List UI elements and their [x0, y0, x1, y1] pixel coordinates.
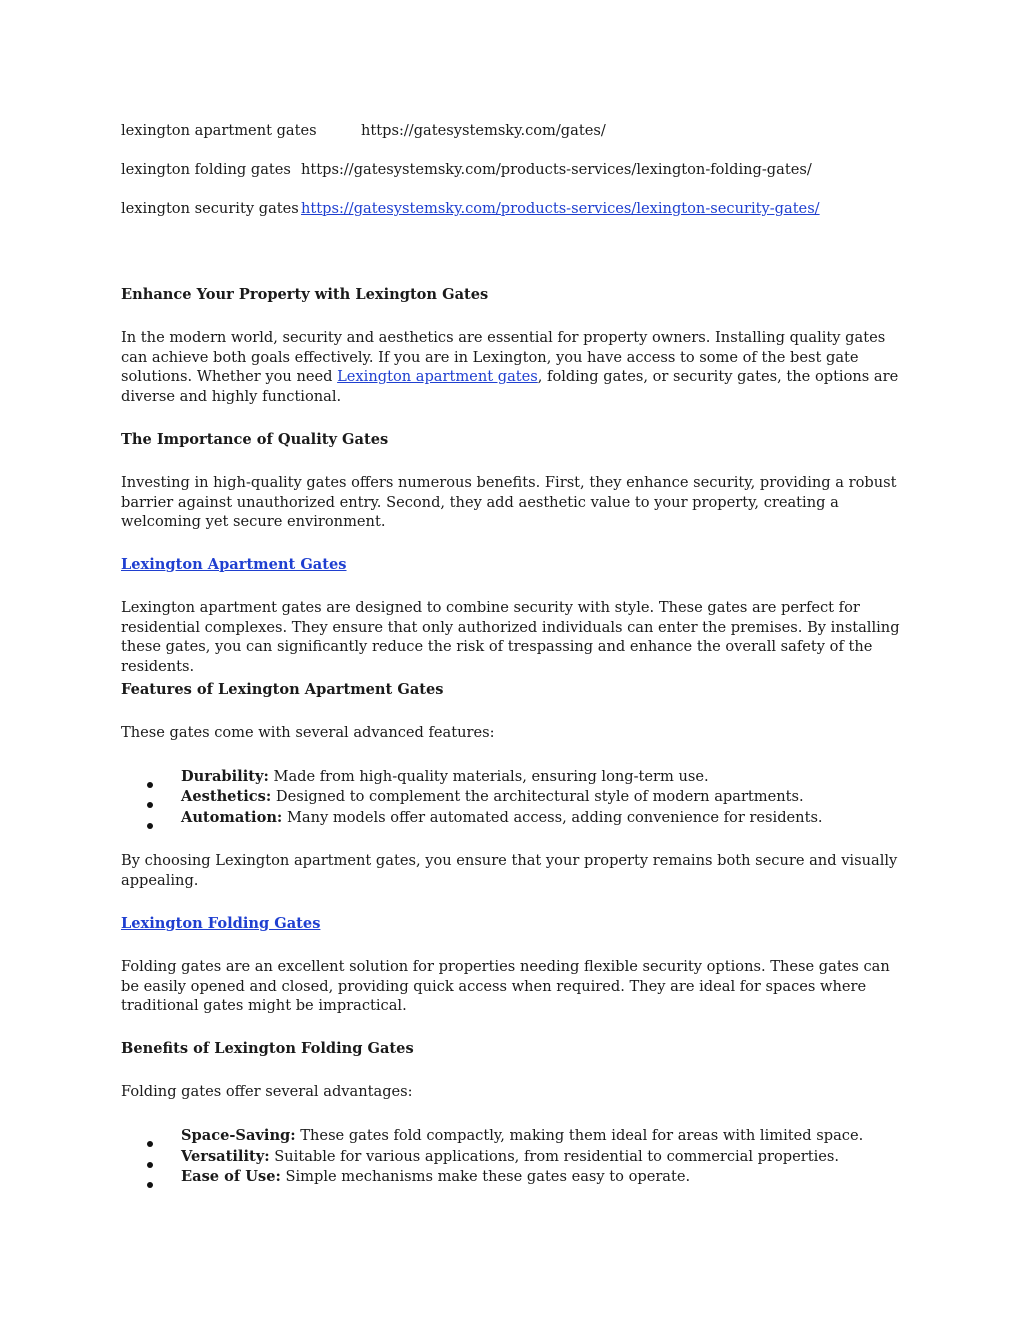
- apartment-paragraph: Lexington apartment gates are designed to combine security with style. These gates are perfect for residential complexes. They ensure that only authorized individuals can enter the premises. By installing these gates, you can significantly reduce the risk of trespassing and enhance the overall safety of the residents.: [121, 599, 900, 676]
- main-heading: Enhance Your Property with Lexington Gates: [121, 286, 489, 303]
- links-url-2: https://gatesystemsky.com/products-services/lexington-folding-gates/: [301, 161, 812, 178]
- importance-paragraph: Investing in high-quality gates offers numerous benefits. First, they enhance security, providing a robust barrier against unauthorized entry. Second, they add aesthetic value to your property, creating a welcoming yet secure environment.: [121, 474, 897, 531]
- links-label-2: lexington folding gates: [121, 161, 291, 178]
- features-intro: These gates come with several advanced features:: [121, 724, 495, 741]
- benefit-term: Versatility:: [181, 1148, 270, 1165]
- intro-text-after: , folding gates, or security gates, the options are diverse and highly functional.: [121, 368, 899, 406]
- benefit-item: [181, 1167, 690, 1187]
- links-label-1: lexington apartment gates: [121, 122, 317, 139]
- links-url-1: https://gatesystemsky.com/gates/: [361, 122, 606, 139]
- bullet-dot: [147, 1174, 153, 1194]
- feature-desc: Designed to complement the architectural style of modern apartments.: [271, 788, 804, 805]
- feature-term: Aesthetics:: [181, 788, 272, 805]
- benefit-desc: Suitable for various applications, from residential to commercial properties.: [269, 1148, 840, 1165]
- benefit-item: [181, 1147, 839, 1167]
- feature-desc: Made from high-quality materials, ensuring long-term use.: [268, 768, 709, 785]
- feature-item: [181, 767, 709, 787]
- apartment-conclusion: By choosing Lexington apartment gates, you ensure that your property remains both secure and visually appealing.: [121, 852, 898, 889]
- benefits-heading: Benefits of Lexington Folding Gates: [121, 1040, 414, 1057]
- intro-apartment-gates-link[interactable]: Lexington apartment gates: [337, 368, 538, 386]
- benefit-desc: Simple mechanisms make these gates easy to operate.: [280, 1168, 691, 1185]
- bullet-dot: [147, 774, 153, 794]
- links-label-3: lexington security gates: [121, 200, 299, 217]
- benefit-item: [181, 1126, 863, 1146]
- links-url-3-link[interactable]: https://gatesystemsky.com/products-services/lexington-security-gates/: [301, 200, 820, 217]
- importance-heading: The Importance of Quality Gates: [121, 431, 389, 448]
- benefits-intro: Folding gates offer several advantages:: [121, 1083, 413, 1100]
- benefit-term: Ease of Use:: [181, 1168, 281, 1185]
- folding-paragraph: Folding gates are an excellent solution for properties needing flexible security options. These gates can be easily opened and closed, providing quick access when required. They are ideal for spaces where traditional gates might be impractical.: [121, 958, 890, 1015]
- feature-item: [181, 787, 804, 807]
- bullet-dot: [147, 815, 153, 835]
- benefit-term: Space-Saving:: [181, 1127, 296, 1144]
- feature-term: Automation:: [181, 809, 283, 826]
- bullet-dot: [147, 1154, 153, 1174]
- bullet-dot: [147, 1133, 153, 1153]
- bullet-dot: [147, 794, 153, 814]
- intro-paragraph: [121, 328, 911, 407]
- feature-term: Durability:: [181, 768, 269, 785]
- intro-text-before: In the modern world, security and aesthetics are essential for property owners. Installing quality gates can achieve both goals effectively. If you are in Lexington, you have access to some of the best gate solutions. Whether you need: [121, 329, 886, 386]
- apartment-gates-heading-link[interactable]: Lexington Apartment Gates: [121, 556, 347, 573]
- folding-gates-heading-link[interactable]: Lexington Folding Gates: [121, 915, 321, 932]
- features-heading: Features of Lexington Apartment Gates: [121, 681, 444, 698]
- feature-desc: Many models offer automated access, adding convenience for residents.: [282, 809, 823, 826]
- feature-item: [181, 808, 823, 828]
- benefit-desc: These gates fold compactly, making them ideal for areas with limited space.: [295, 1127, 864, 1144]
